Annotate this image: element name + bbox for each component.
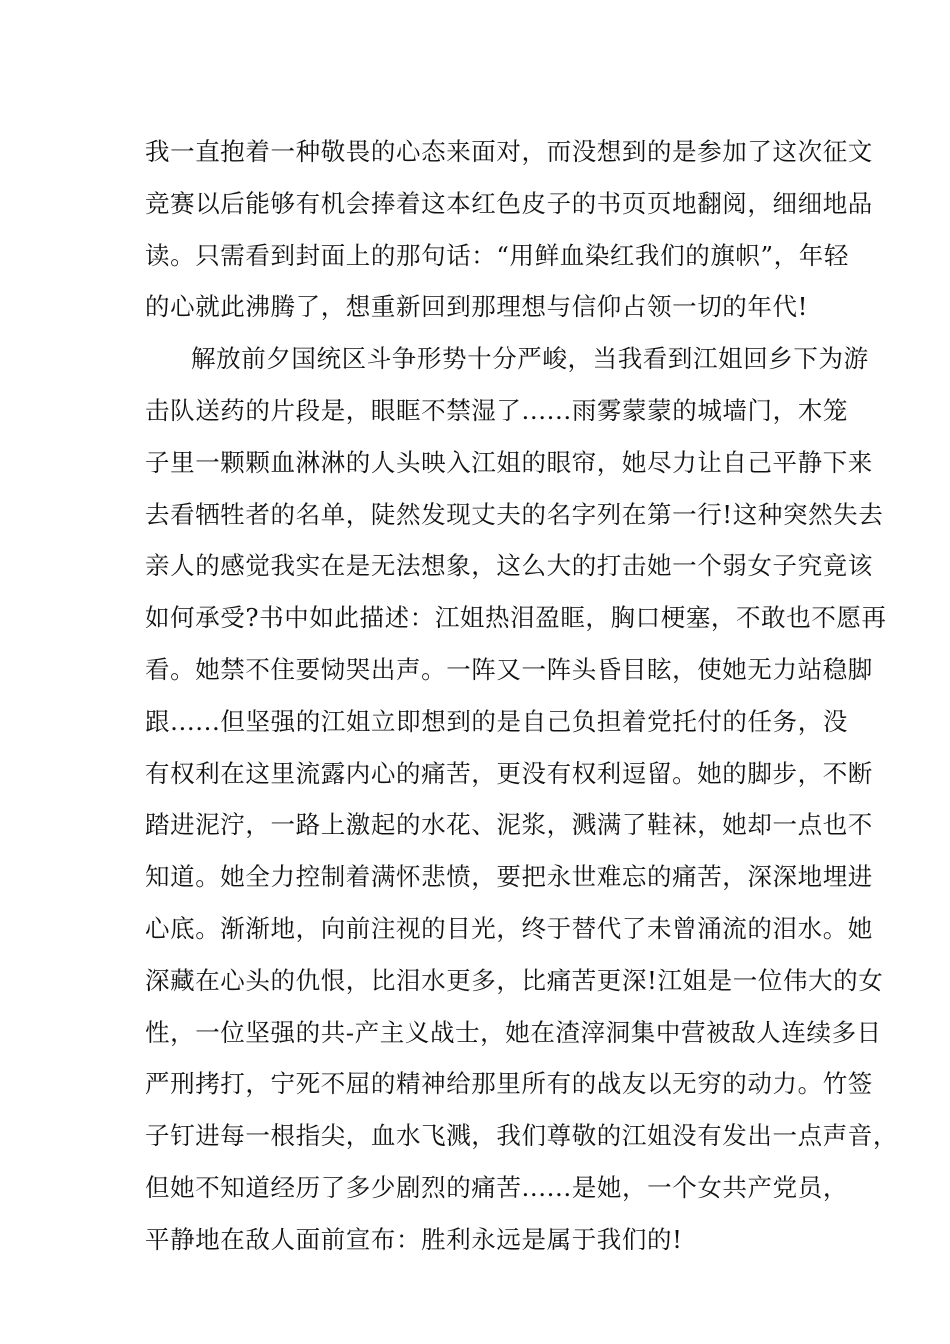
text-line: 亲人的感觉我实在是无法想象，这么大的打击她一个弱女子究竟该	[145, 551, 873, 581]
text-line: 我一直抱着一种敬畏的心态来面对，而没想到的是参加了这次征文	[145, 137, 873, 166]
text-line: 严刑拷打，宁死不屈的精神给那里所有的战友以无穷的动力。竹签	[145, 1069, 873, 1099]
paragraph-first-line: 解放前夕国统区斗争形势十分严峻，当我看到江姐回乡下为游	[191, 344, 869, 374]
text-line: 但她不知道经历了多少剧烈的痛苦......是她，一个女共产党员，	[145, 1172, 848, 1202]
text-line: 平静地在敌人面前宣布：胜利永远是属于我们的!	[145, 1224, 683, 1254]
text-line: 竞赛以后能够有机会捧着这本红色皮子的书页页地翻阅，细细地品	[145, 188, 873, 218]
text-line: 跟......但坚强的江姐立即想到的是自己负担着党托付的任务，没	[145, 706, 848, 736]
text-line: 深藏在心头的仇恨，比泪水更多，比痛苦更深!江姐是一位伟大的女	[145, 965, 884, 995]
text-line: 看。她禁不住要恸哭出声。一阵又一阵头昏目眩，使她无力站稳脚	[145, 654, 873, 684]
text-line: 心底。渐渐地，向前注视的目光，终于替代了未曾涌流的泪水。她	[145, 913, 873, 943]
text-line: 性，一位坚强的共-产主义战士，她在渣滓洞集中营被敌人连续多日	[145, 1017, 882, 1047]
text-line: 读。只需看到封面上的那句话：“用鲜血染红我们的旗帜”，年轻	[145, 240, 849, 270]
text-line: 去看牺牲者的名单，陡然发现丈夫的名字列在第一行!这种突然失去	[145, 499, 884, 529]
text-line: 有权利在这里流露内心的痛苦，更没有权利逗留。她的脚步，不断	[145, 758, 873, 788]
text-line: 子里一颗颗血淋淋的人头映入江姐的眼帘，她尽力让自己平静下来	[145, 447, 873, 477]
text-line: 的心就此沸腾了，想重新回到那理想与信仰占领一切的年代!	[145, 292, 809, 322]
text-line: 击队送药的片段是，眼眶不禁湿了......雨雾蒙蒙的城墙门，木笼	[145, 395, 848, 425]
document-body	[145, 130, 898, 1270]
text-line: 踏进泥泞，一路上激起的水花、泥浆，溅满了鞋袜，她却一点也不	[145, 810, 873, 840]
text-line: 子钉进每一根指尖，血水飞溅，我们尊敬的江姐没有发出一点声音，	[145, 1121, 898, 1151]
text-line: 知道。她全力控制着满怀悲愤，要把永世难忘的痛苦，深深地埋进	[145, 862, 873, 892]
text-line: 如何承受?书中如此描述：江姐热泪盈眶，胸口梗塞，不敢也不愿再	[145, 603, 887, 633]
